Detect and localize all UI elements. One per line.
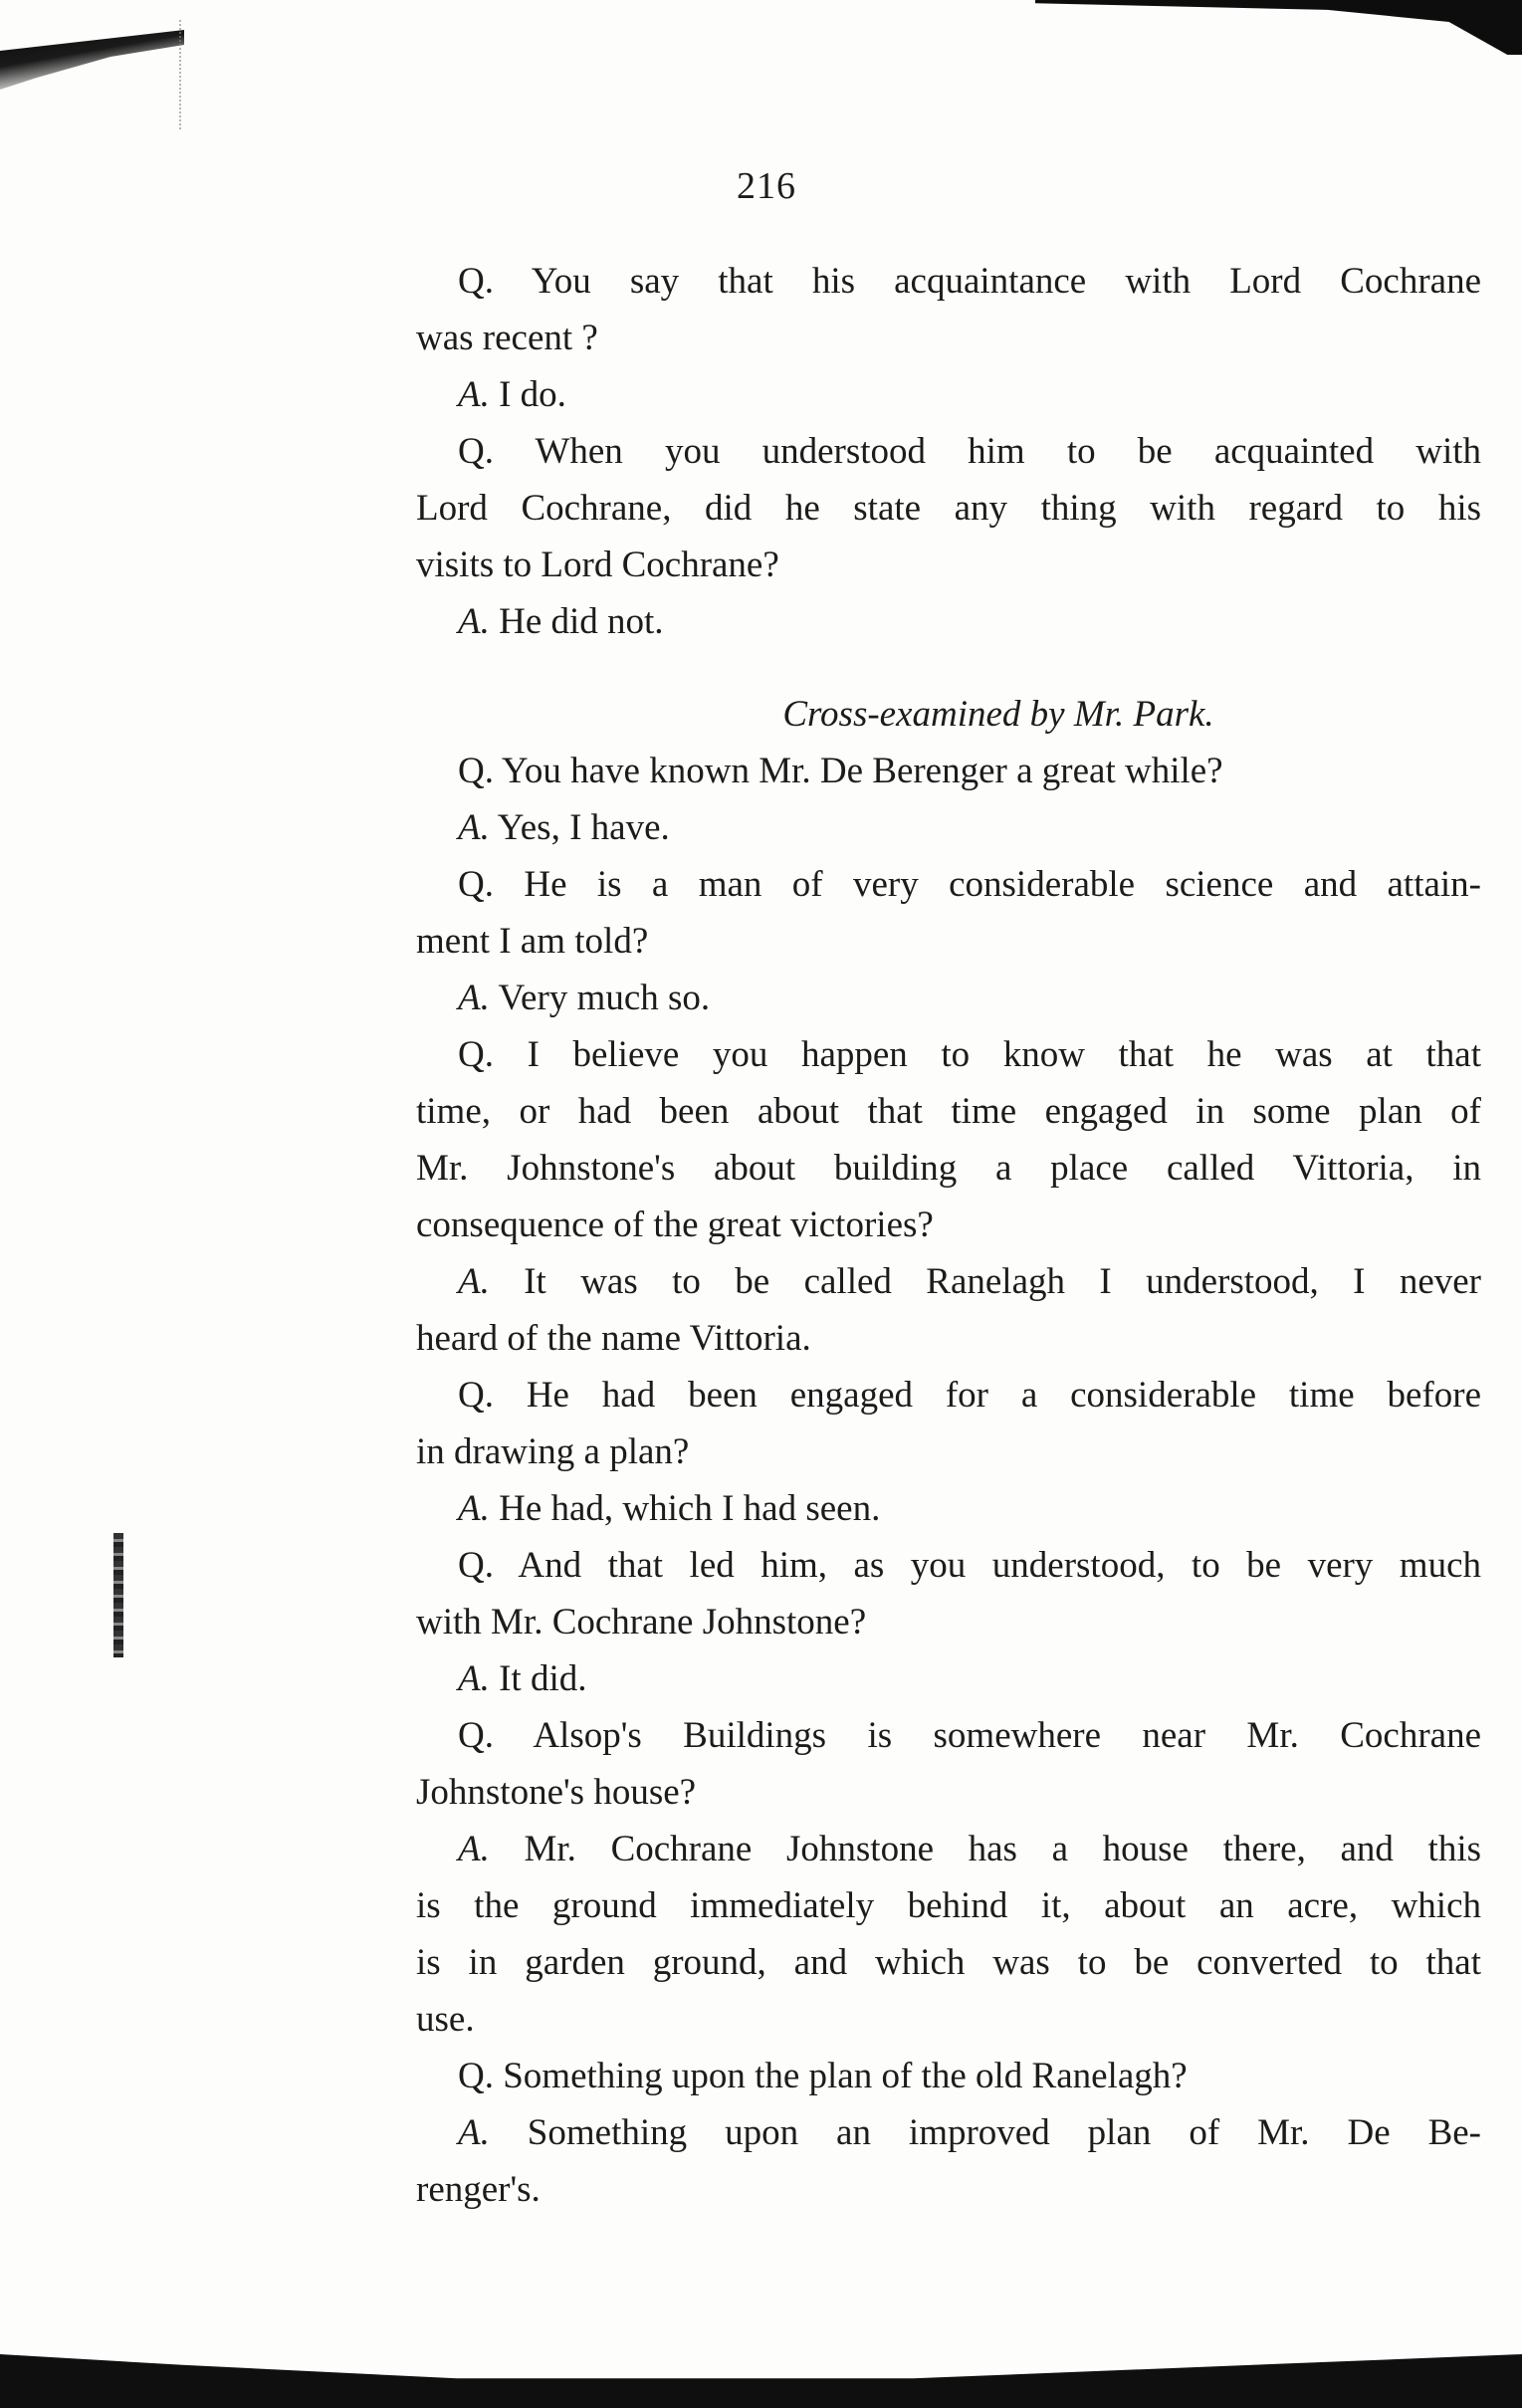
text-line: Q. Alsop's Buildings is somewhere near Mr. Cochrane [458, 1715, 1481, 1756]
scan-shadow-bottom [0, 2354, 1522, 2408]
testimony-text [416, 253, 1481, 2218]
text-line: Johnstone's house? [416, 1772, 697, 1813]
question-marker: Q. [458, 431, 494, 472]
question-marker: Q. [458, 261, 494, 302]
direct-examination [416, 253, 1481, 650]
scan-shadow-top-right [1035, 0, 1522, 55]
text-line: A. Yes, I have. [458, 807, 670, 848]
question-marker: Q. [458, 1545, 494, 1586]
text-line: visits to Lord Cochrane? [416, 545, 779, 585]
answer-marker: A. [458, 1488, 490, 1529]
answer-marker: A. [458, 1829, 490, 1869]
question-marker: Q. [458, 751, 494, 791]
text-line: Q. You say that his acquaintance with Lord Cochrane [458, 261, 1481, 302]
text-line: in drawing a plan? [416, 1431, 690, 1472]
text-line: heard of the name Vittoria. [416, 1318, 811, 1359]
text-line: A. Something upon an improved plan of Mr. De Be- [458, 2112, 1481, 2153]
text-line: A. Mr. Cochrane Johnstone has a house there, and this [458, 1829, 1481, 1869]
answer-marker: A. [458, 2112, 490, 2153]
scan-margin-marks [179, 20, 197, 129]
answer-marker: A. [458, 601, 490, 642]
text-line: Mr. Johnstone's about building a place called Vittoria, in [416, 1148, 1481, 1189]
section-gap [416, 650, 1481, 686]
answer-marker: A. [458, 807, 490, 848]
text-line: use. [416, 1999, 475, 2040]
question-marker: Q. [458, 1034, 494, 1075]
page-number: 216 [737, 165, 796, 207]
text-line: ment I am told? [416, 921, 649, 962]
text-line: consequence of the great victories? [416, 1204, 934, 1245]
text-line: Q. He had been engaged for a considerable time before [458, 1375, 1481, 1416]
answer-marker: A. [458, 1658, 490, 1699]
scan-binding-mark [113, 1533, 123, 1657]
text-line: Q. I believe you happen to know that he was at that [458, 1034, 1481, 1075]
text-line: Q. You have known Mr. De Berenger a great while? [458, 751, 1223, 791]
question-marker: Q. [458, 1375, 494, 1416]
text-line: A. It did. [458, 1658, 587, 1699]
answer-marker: A. [458, 374, 490, 415]
section-heading: Cross-examined by Mr. Park. [782, 694, 1214, 735]
text-line: Q. Something upon the plan of the old Ranelagh? [458, 2056, 1188, 2096]
cross-examination [416, 743, 1481, 2218]
text-line: Lord Cochrane, did he state any thing with regard to his [416, 488, 1481, 529]
question-marker: Q. [458, 864, 494, 905]
scan-shadow-top-left [0, 30, 184, 90]
text-line: is in garden ground, and which was to be converted to that [416, 1942, 1481, 1983]
text-line: is the ground immediately behind it, about an acre, which [416, 1885, 1481, 1926]
text-line: time, or had been about that time engaged in some plan of [416, 1091, 1481, 1132]
text-line: with Mr. Cochrane Johnstone? [416, 1602, 867, 1642]
question-marker: Q. [458, 2056, 494, 2096]
question-marker: Q. [458, 1715, 494, 1756]
text-line: A. He had, which I had seen. [458, 1488, 881, 1529]
text-line: A. He did not. [458, 601, 664, 642]
text-line: was recent ? [416, 318, 598, 358]
text-line: A. It was to be called Ranelagh I understood, I never [458, 1261, 1481, 1302]
text-line: Q. When you understood him to be acquainted with [458, 431, 1481, 472]
text-line: Q. And that led him, as you understood, to be very much [458, 1545, 1481, 1586]
text-line: Q. He is a man of very considerable science and attain- [458, 864, 1481, 905]
text-line: A. I do. [458, 374, 566, 415]
answer-marker: A. [458, 978, 490, 1018]
answer-marker: A. [458, 1261, 490, 1302]
text-line: A. Very much so. [458, 978, 711, 1018]
text-line: renger's. [416, 2169, 541, 2210]
